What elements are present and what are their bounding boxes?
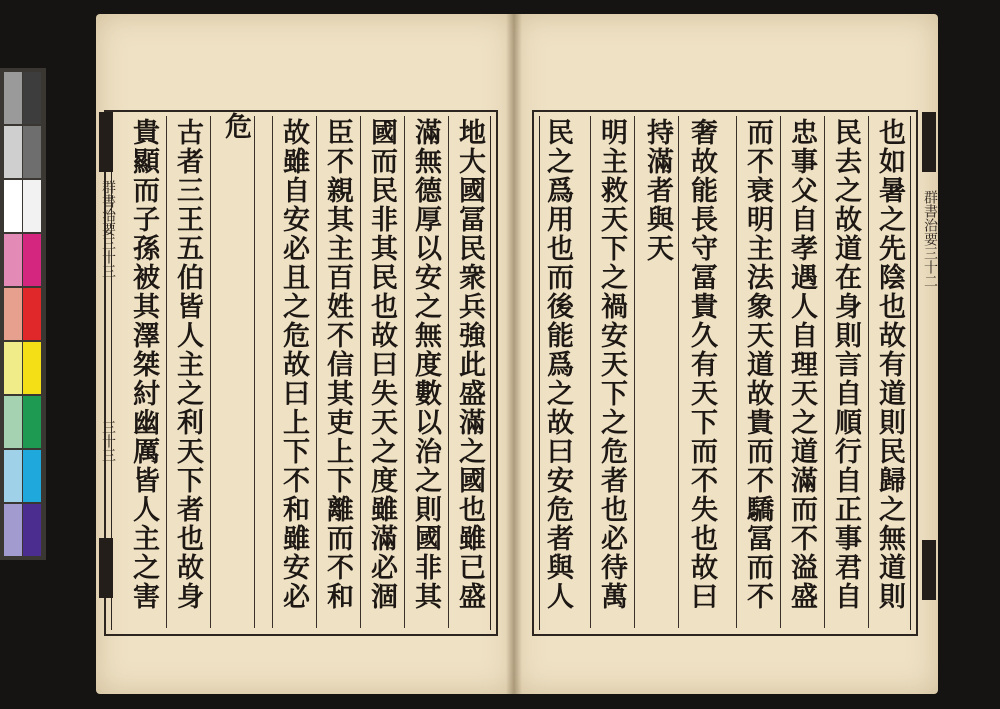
color-patch-light <box>4 504 22 556</box>
left-margin-title: 群書治要三十三 <box>100 180 116 278</box>
left-block-marker-bottom <box>99 538 113 598</box>
color-patch-dark <box>23 180 41 232</box>
right-column-5: 奢故能長守冨貴久有天下而不失也故曰 <box>686 118 717 611</box>
left-column-2: 滿無德厚以安之無度數以治之則國非其 <box>410 118 441 611</box>
color-patch-dark <box>23 342 41 394</box>
right-column-3: 忠事父自孝遇人自理天之道滿而不溢盛 <box>786 118 817 611</box>
color-patch-light <box>4 234 22 286</box>
left-column-1: 地大國冨民衆兵強此盛滿之國也雖已盛 <box>454 118 485 611</box>
right-column-8: 民之爲用也而後能爲之故曰安危者與人 <box>542 118 573 611</box>
color-patch-dark <box>23 234 41 286</box>
color-patch-light <box>4 180 22 232</box>
color-patch-light <box>4 72 22 124</box>
right-column-1: 也如暑之先陰也故有道則民歸之無道則 <box>874 118 905 611</box>
color-patch-dark <box>23 396 41 448</box>
color-patch-light <box>4 288 22 340</box>
left-page-number: 三十三 <box>100 420 116 462</box>
color-patch-dark <box>23 504 41 556</box>
color-patch-light <box>4 396 22 448</box>
left-column-4: 臣不親其主百姓不信其吏上下離而不和 <box>322 118 353 611</box>
book-gutter <box>506 14 522 694</box>
right-column-7: 明主救天下之禍安天下之危者也必待萬 <box>596 118 627 611</box>
right-column-4: 而不衰明主法象天道故貴而不驕冨而不 <box>742 118 773 611</box>
color-patch-light <box>4 342 22 394</box>
left-column-6: 危 <box>220 112 251 141</box>
left-column-5: 故雖自安必且之危故曰上下不和雖安必 <box>278 118 309 611</box>
color-patch-light <box>4 126 22 178</box>
left-column-8: 貴顯而子孫被其澤桀紂幽厲皆人主之害 <box>128 118 159 611</box>
color-patch-light <box>4 450 22 502</box>
right-margin-title: 群書治要三十二 <box>922 190 938 288</box>
color-calibration-chart <box>0 68 46 560</box>
left-column-7: 古者三王五伯皆人主之利天下者也故身 <box>172 118 203 611</box>
right-block-marker-top <box>922 112 936 172</box>
color-patch-dark <box>23 72 41 124</box>
right-column-6: 持滿者與天 <box>642 118 673 263</box>
color-patch-dark <box>23 126 41 178</box>
right-column-2: 民去之故道在身則言自順行自正事君自 <box>830 118 861 611</box>
left-column-3: 國而民非其民也故曰失天之度雖滿必涸 <box>366 118 397 611</box>
color-patch-dark <box>23 450 41 502</box>
left-block-marker-top <box>99 112 113 172</box>
right-block-marker-bottom <box>922 540 936 600</box>
color-patch-dark <box>23 288 41 340</box>
